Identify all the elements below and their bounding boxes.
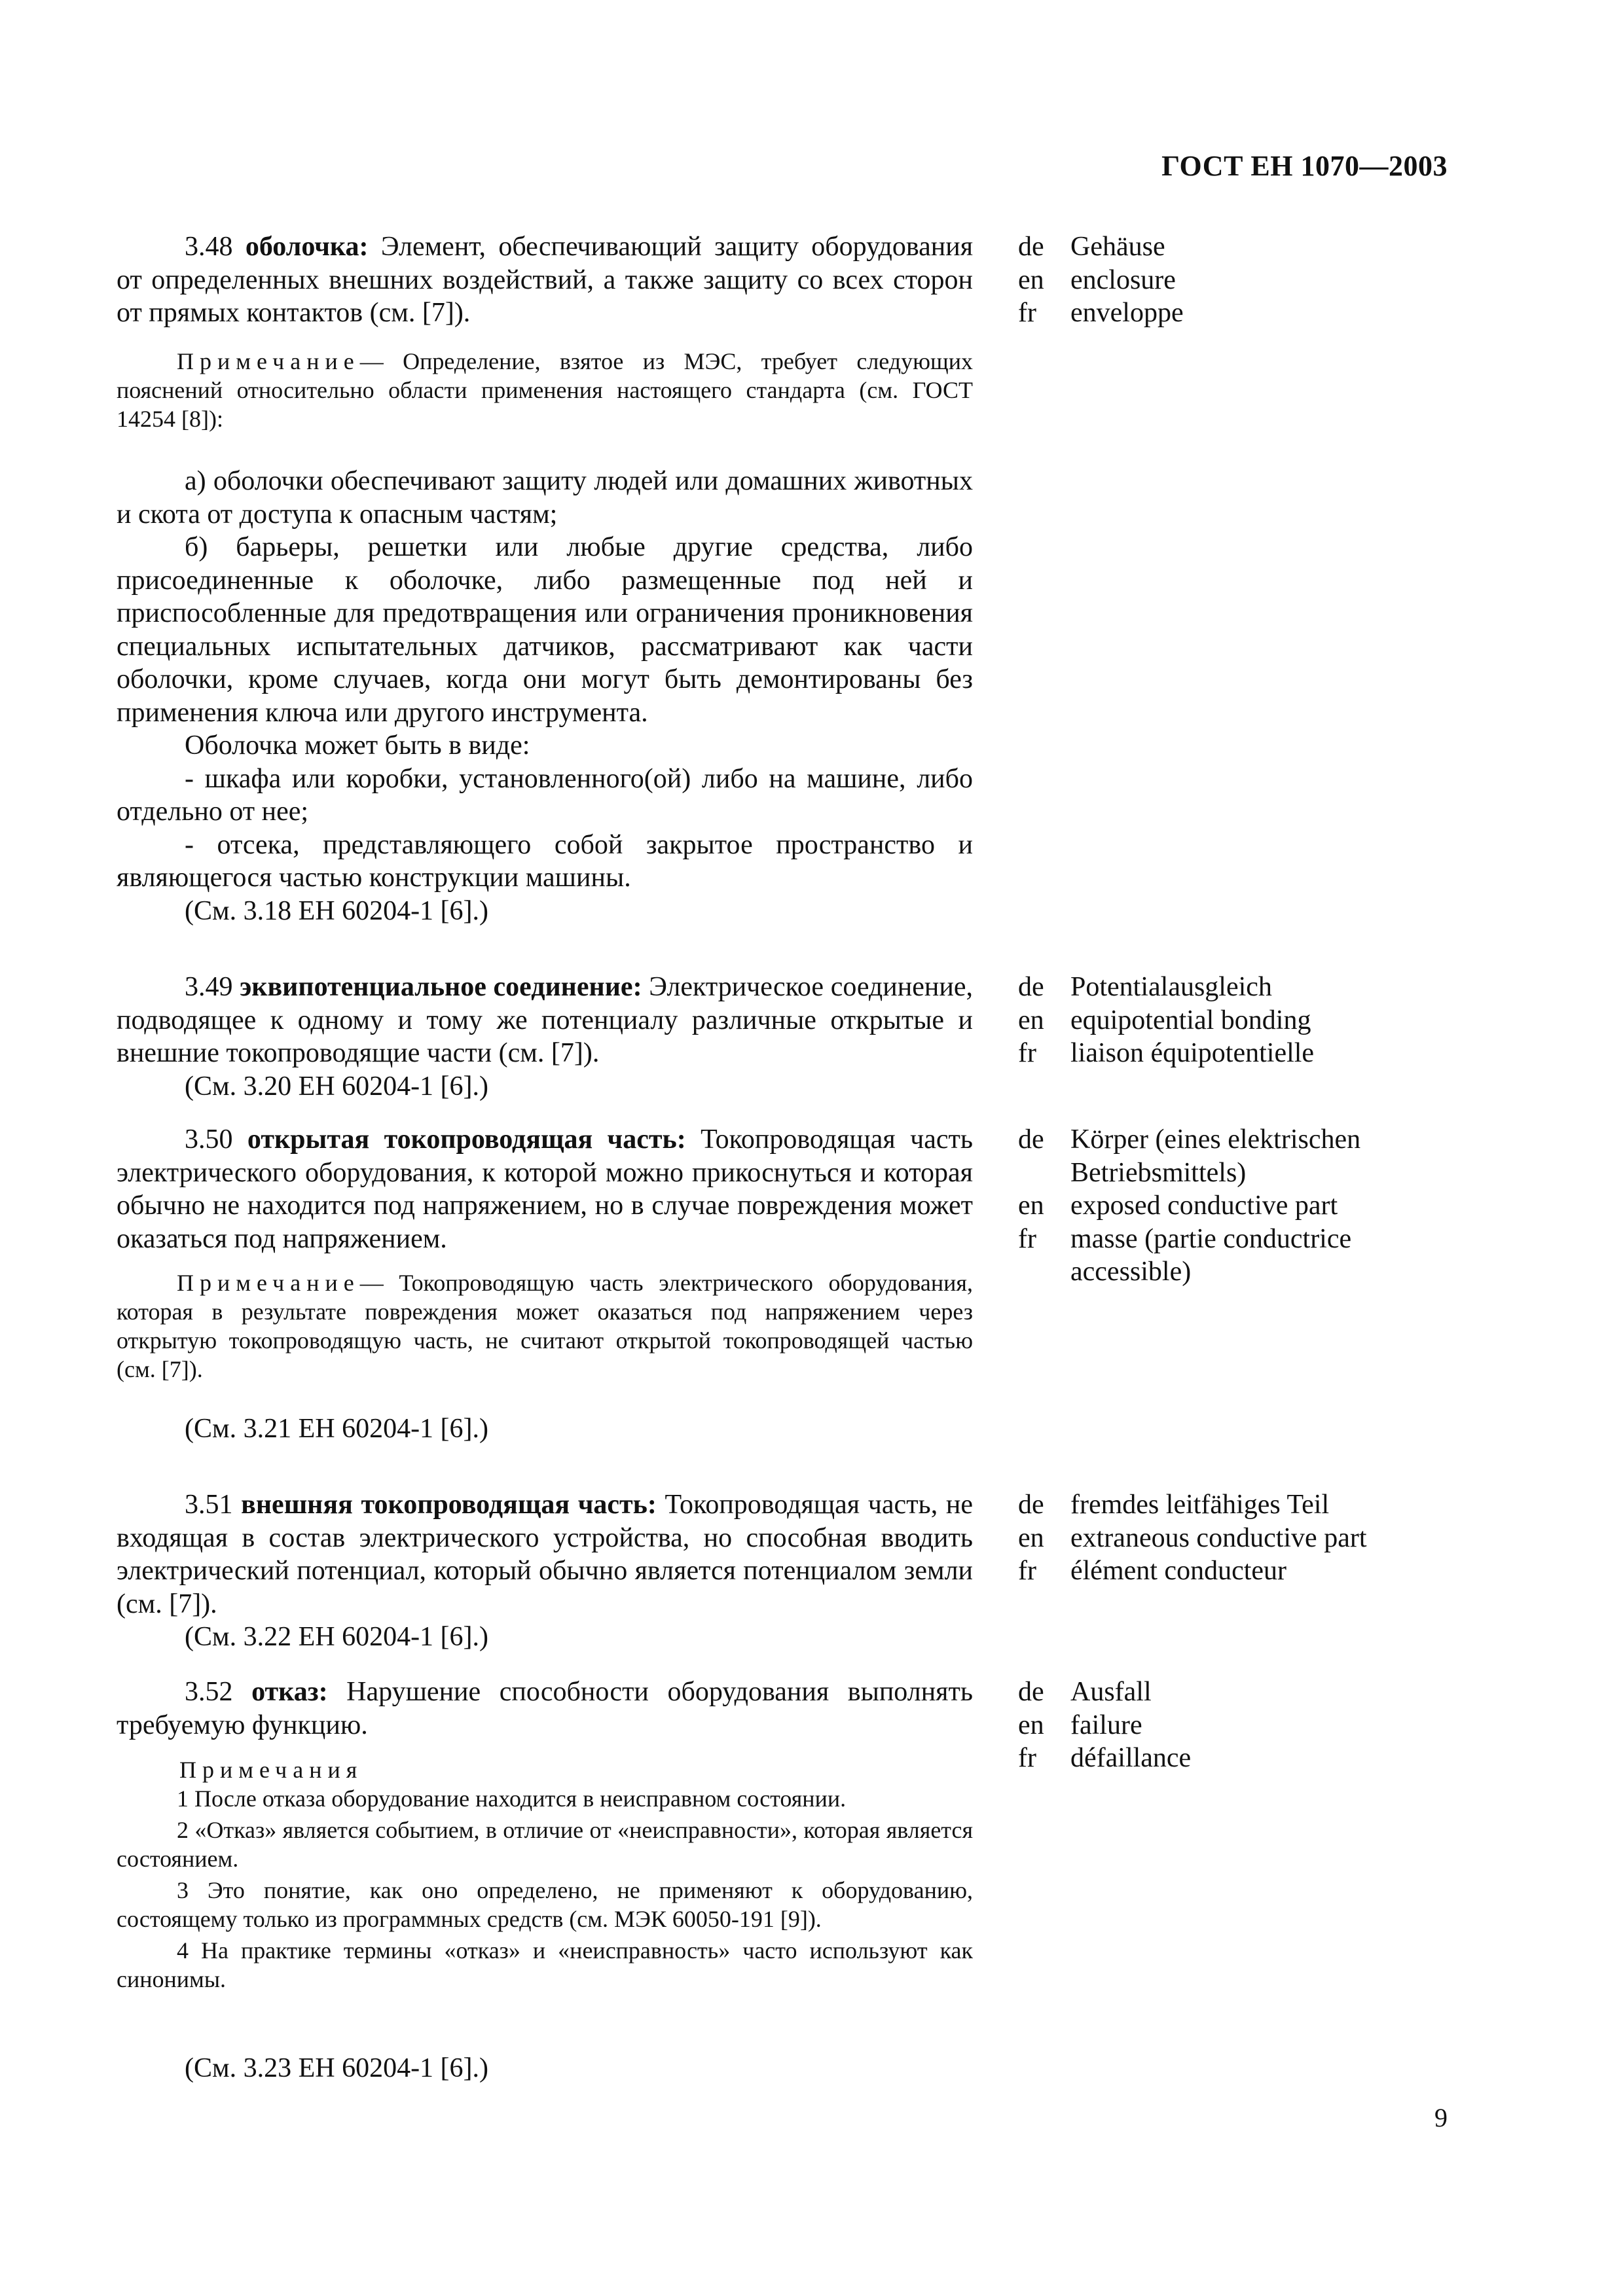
list-item-b: б) барьеры, решетки или любые другие средства, либо присоединенные к оболочке, либо размещенные под ней и приспособленные для предотвращения или ограничения проникновения специальных испытательных датчиков, рассматривают как части оболочки, кроме случаев, когда они могут быть демонтированы без применения ключа или другого инструмента. [117, 532, 973, 728]
translations-3-52 [1018, 1676, 1476, 1775]
lang-code: de [1018, 1677, 1044, 1707]
lang-code: de [1018, 232, 1044, 262]
note-item-2: 2 «Отказ» является событием, в отличие от «неисправности», которая является состоянием. [117, 1817, 973, 1872]
notes-label-text: Примечания [179, 1757, 363, 1783]
definition-text: Нарушение способности оборудования выполнять требуемую функцию. [117, 1677, 974, 1740]
definition-text: Токопроводящая часть электрического оборудования, к которой можно прикоснуться и которая обычно не находится под напряжением, но в случае повреждения может оказаться под напряжением. [117, 1124, 974, 1254]
section-3-48 [117, 230, 973, 330]
lang-term: élément conducteur [1070, 1556, 1287, 1586]
lang-code: fr [1018, 1743, 1036, 1773]
lang-code: en [1018, 1522, 1044, 1553]
list-3-48 [117, 465, 973, 927]
section-3-51 [117, 1488, 973, 1654]
lang-code: de [1018, 972, 1044, 1002]
term-title: оболочка: [245, 232, 369, 262]
note-label: Примечание [177, 1270, 360, 1296]
translation-de [1018, 1123, 1476, 1189]
lang-term: Ausfall [1070, 1677, 1152, 1707]
definition-3-50 [117, 1123, 973, 1255]
reference-3-50: (См. 3.21 ЕН 60204-1 [6].) [185, 1414, 489, 1444]
section-3-50 [117, 1123, 973, 1255]
section-3-49 [117, 971, 973, 1103]
note-item-3: 3 Это понятие, как оно определено, не применяют к оборудованию, состоящему только из программных средств (см. МЭК 60050-191 [9]). [117, 1877, 973, 1932]
form-item-1: - шкафа или коробки, установленного(ой) либо на машине, либо отдельно от нее; [117, 763, 973, 827]
translation-de [1018, 230, 1476, 264]
page-number: 9 [1434, 2103, 1448, 2132]
translation-en [1018, 1004, 1476, 1037]
lang-term: Gehäuse [1070, 232, 1165, 262]
notes-3-52 [117, 1755, 973, 1994]
term-title: отказ: [251, 1677, 328, 1707]
lang-term: enveloppe [1070, 298, 1184, 328]
translation-de [1018, 1488, 1476, 1522]
note-text: — Токопроводящую часть электрического оборудования, которая в результате повреждения может оказаться под напряжением через открытую токопроводящую часть, не считают открытой токопроводящей частью (см. [7]). [117, 1270, 973, 1382]
list-item-a: а) оболочки обеспечивают защиту людей или домашних животных и скота от доступа к опасным частям; [117, 466, 973, 529]
lang-term: equipotential bonding [1070, 1005, 1311, 1035]
lang-term: failure [1070, 1710, 1142, 1740]
translations-3-50 [1018, 1123, 1476, 1289]
reference-3-51: (См. 3.22 ЕН 60204-1 [6].) [185, 1622, 489, 1652]
clause-number: 3.49 [185, 972, 233, 1002]
translation-en [1018, 1522, 1476, 1555]
reference-3-49: (См. 3.20 ЕН 60204-1 [6].) [185, 1071, 489, 1102]
translations-3-51 [1018, 1488, 1476, 1588]
translation-fr [1018, 1037, 1476, 1070]
note-3-50 [117, 1268, 973, 1384]
translation-en [1018, 1189, 1476, 1223]
translation-de [1018, 971, 1476, 1004]
note-item-1: 1 После отказа оборудование находится в неисправном состоянии. [177, 1785, 847, 1812]
note-paragraph [117, 1268, 973, 1384]
term-title: открытая токопроводящая часть: [247, 1124, 686, 1155]
translations-3-48 [1018, 230, 1476, 330]
definition-text: Элемент, обеспечивающий защиту оборудования от определенных внешних воздействий, а также защиту со всех сторон от прямых контактов (см. [7]). [117, 232, 974, 328]
lang-code: en [1018, 1710, 1044, 1740]
lang-code: en [1018, 1191, 1044, 1221]
translation-fr [1018, 296, 1476, 330]
notes-label [117, 1755, 973, 1784]
lang-term: défaillance [1070, 1743, 1192, 1773]
lang-term: liaison équipotentielle [1070, 1038, 1315, 1068]
forms-intro: Оболочка может быть в виде: [185, 730, 530, 761]
reference-3-48: (См. 3.18 ЕН 60204-1 [6].) [185, 895, 489, 926]
clause-number: 3.51 [185, 1490, 233, 1520]
translation-fr [1018, 1742, 1476, 1775]
lang-code: fr [1018, 1038, 1036, 1068]
note-label: Примечание [177, 348, 360, 374]
translations-3-49 [1018, 971, 1476, 1070]
lang-term: Körper (eines elektrischen Betriebsmittels) [1070, 1124, 1361, 1188]
lang-term: Potentialausgleich [1070, 972, 1272, 1002]
ref-3-50-block [117, 1412, 973, 1446]
translation-fr [1018, 1554, 1476, 1588]
definition-text: Электрическое соединение, подводящее к одному и тому же потенциалу различные открытые и внешние токопроводящие части (см. [7]). [117, 972, 973, 1068]
definition-3-49 [117, 971, 973, 1070]
lang-code: en [1018, 1005, 1044, 1035]
term-title: эквипотенциальное соединение: [240, 972, 642, 1002]
lang-code: en [1018, 264, 1044, 295]
note-3-48 [117, 347, 973, 433]
form-item-2: - отсека, представляющего собой закрытое пространство и являющегося частью конструкции машины. [117, 829, 973, 893]
clause-number: 3.52 [185, 1677, 233, 1707]
lang-code: fr [1018, 1223, 1036, 1254]
translation-en [1018, 1709, 1476, 1742]
lang-term: enclosure [1070, 264, 1176, 295]
lang-code: de [1018, 1124, 1044, 1155]
reference-3-52: (См. 3.23 ЕН 60204-1 [6].) [185, 2053, 489, 2083]
lang-term: exposed conductive part [1070, 1191, 1338, 1221]
definition-3-51 [117, 1488, 973, 1621]
note-paragraph [117, 347, 973, 433]
lang-term: extraneous conductive part [1070, 1522, 1367, 1553]
definition-text: Токопроводящая часть, не входящая в состав электрического устройства, но способная вводить электрический потенциал, который обычно является потенциалом земли (см. [7]). [117, 1490, 973, 1619]
translation-en [1018, 264, 1476, 297]
document-id-header: ГОСТ ЕН 1070—2003 [1161, 150, 1448, 182]
clause-number: 3.48 [185, 232, 233, 262]
note-text: — Определение, взятое из МЭС, требует следующих пояснений относительно области применения настоящего стандарта (см. ГОСТ 14254 [8]): [117, 348, 973, 432]
definition-3-52 [117, 1676, 973, 1742]
ref-3-52-block [117, 2052, 973, 2085]
section-3-52 [117, 1676, 973, 1742]
translation-de [1018, 1676, 1476, 1709]
clause-number: 3.50 [185, 1124, 233, 1155]
lang-code: fr [1018, 1556, 1036, 1586]
lang-term: masse (partie conductrice accessible) [1070, 1223, 1352, 1287]
definition-3-48 [117, 230, 973, 330]
translation-fr [1018, 1223, 1476, 1289]
lang-code: fr [1018, 298, 1036, 328]
term-title: внешняя токопроводящая часть: [241, 1490, 657, 1520]
lang-code: de [1018, 1490, 1044, 1520]
note-item-4: 4 На практике термины «отказ» и «неисправность» часто используют как синонимы. [117, 1937, 973, 1992]
lang-term: fremdes leitfähiges Teil [1070, 1490, 1330, 1520]
